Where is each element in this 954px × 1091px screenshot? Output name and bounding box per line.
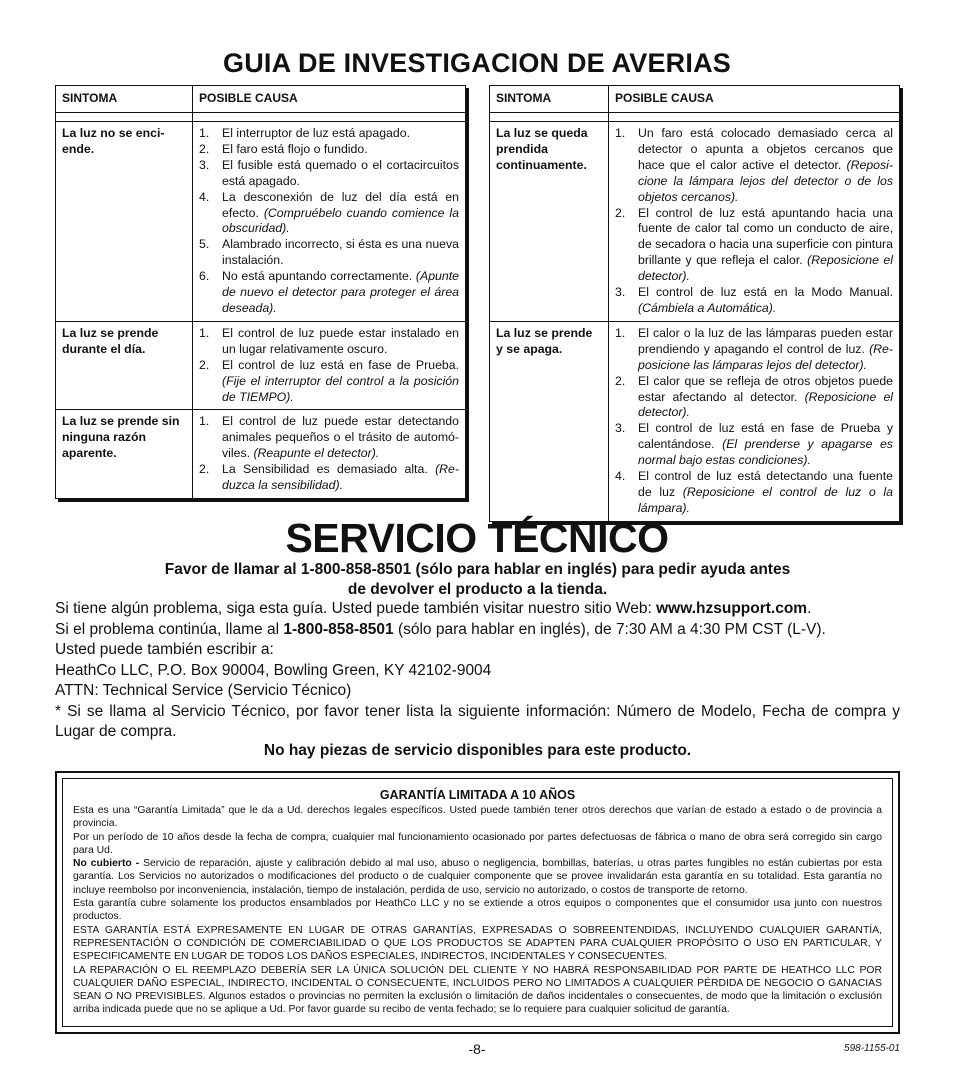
cause-item: 2. El control de luz está en fase de Prueba. (Fije el interruptor del control a la posición de TIEMPO).: [199, 357, 459, 404]
support-phone: 1-800-858-8501: [283, 620, 394, 638]
cause-item: 1. El calor o la luz de las lámparas pueden estar prendiendo y apagando el control de luz. (Re-posicione las lámparas lejos del detector).: [615, 325, 893, 372]
cause-remedy: (Reposi-cione la lámpara lejos del detector o de los objetos cercanos).: [638, 157, 893, 204]
service-phone-line: Si el problema continúa, llame al 1-800-858-8501 (sólo para hablar en inglés), de 7:30 AM a 4:30 PM CST (L-V).: [55, 620, 826, 638]
col-header-symptom: SINTOMA: [490, 86, 609, 113]
cause-item: 3. El fusible está quemado o el cortacircuitos está apagado.: [199, 157, 459, 188]
cause-item: 4. La desconexión de luz del día está en efecto. (Compruébelo cuando comience la obscuridad).: [199, 189, 459, 236]
warranty-paragraph: Por un período de 10 años desde la fecha de compra, cualquier mal funcionamiento ocasionado por partes defectuosas de fábrica o mano de obra será corregido sin cargo para Ud.: [73, 831, 882, 856]
causes-cell: [193, 321, 466, 410]
cause-remedy: (Re-posicione las lámparas lejos del detector).: [638, 341, 893, 372]
warranty-box: [55, 771, 900, 1034]
service-call-notice: Favor de llamar al 1-800-858-8501 (sólo para hablar en inglés) para pedir ayuda antes de devolver el producto a la tienda.: [164, 561, 791, 598]
symptom-row: [490, 122, 900, 322]
col-header-cause: POSIBLE CAUSA: [193, 86, 466, 113]
troubleshooting-table-left: [55, 85, 466, 499]
causes-cell: [609, 321, 900, 521]
col-header-cause: POSIBLE CAUSA: [609, 86, 900, 113]
service-title: SERVICIO TÉCNICO: [285, 515, 669, 561]
service-write-line: Usted puede también escribir a:: [55, 641, 274, 658]
cause-item: 5. Alambrado incorrecto, si ésta es una nueva instalación.: [199, 237, 459, 268]
cause-item: 2. La Sensibilidad es demasiado alta. (Re-duzca la sensibilidad).: [199, 462, 459, 493]
document-code: 598-1155-01: [844, 1043, 900, 1054]
cause-remedy: (Reposicione el control de luz o la lámpara).: [638, 484, 893, 515]
cause-item: 1. Un faro está colocado demasiado cerca al detector o apunta a objetos cercanos que hace que el calor active el detector. (Reposi-cione la lámpara lejos del detector o de los objetos cercanos).: [615, 126, 893, 204]
service-address: HeathCo LLC, P.O. Box 90004, Bowling Green, KY 42102-9004: [55, 661, 492, 679]
symptom-cell: La luz se prende durante el día.: [56, 321, 193, 410]
no-parts-notice: No hay piezas de servicio disponibles para este producto.: [263, 742, 692, 759]
cause-remedy: (Cámbiela a Automática).: [638, 300, 777, 315]
symptom-cell: La luz no se enci-ende.: [56, 122, 193, 322]
page-number: -8-: [468, 1041, 486, 1057]
cause-item: 3. El control de luz está en fase de Prueba y calentándose. (El prenderse y apagarse es normal bajo estas condiciones).: [615, 421, 894, 468]
causes-cell: [193, 410, 466, 499]
symptom-cell: La luz se prende sin ninguna razón aparente.: [56, 410, 193, 499]
symptom-cell: La luz se prende y se apaga.: [490, 321, 609, 521]
warranty-paragraph: Esta es una “Garantía Limitada” que le da a Ud. derechos legales específicos. Usted puede también tener otros derechos que varían de estado a estado o de provincia a provincia.: [73, 805, 882, 830]
warranty-title: GARANTÍA LIMITADA A 10 AÑOS: [379, 788, 576, 802]
cause-remedy: (Reposicione el detector).: [638, 389, 894, 420]
service-web-line: Si tiene algún problema, siga esta guía. Usted puede también visitar nuestro sitio Web: www.hzsupport.com.: [55, 600, 812, 617]
cause-item: 4. El control de luz está detectando una fuente de luz (Reposicione el control de luz o la lámpara).: [615, 469, 893, 515]
symptom-row: [56, 321, 466, 410]
col-header-symptom: SINTOMA: [56, 86, 193, 113]
service-instructions: [55, 599, 900, 743]
cause-remedy: (Re-duzca la sensibilidad).: [222, 462, 459, 493]
warranty-paragraph: LA REPARACIÓN O EL REEMPLAZO DEBERÍA SER LA ÚNICA SOLUCIÓN DEL CLIENTE Y NO HABRÁ RESPONSABILIDAD POR PARTE DE HEATHCO LLC POR CUALQUIER DAÑO ESPECIAL, INDIRECTO, INCIDENTAL O CONSECUENTE, INCLUIDOS PERO NO LIMITADOS A CUALQUIER PÉRDIDA DE NEGOCIO O GANACIAS SEAN O NO PREVISIBLES. Algunos estados o provincias no permiten la exclusión o limitación de daños incidentales o consecuentes, de modo que la limitación o exclusión arriba indicada puede que no se aplique a Ud. Por favor guarde su recibo de venta fechado; se lo requiere para cualquier solicitud de garantía.: [73, 964, 882, 1016]
warranty-paragraph: Esta garantía cubre solamente los productos ensamblados por HeathCo LLC y no se extiende a otros equipos o componentes que el consumidor usa junto con nuestros productos.: [73, 898, 882, 923]
cause-remedy: (Reapunte el detector).: [253, 446, 380, 461]
cause-remedy: (Apunte de nuevo el detector para proteger el área deseada).: [222, 269, 459, 315]
symptom-row: [490, 321, 900, 521]
support-website: www.hzsupport.com: [656, 600, 808, 617]
cause-item: 2. El faro está flojo o fundido.: [199, 141, 368, 156]
causes-cell: [193, 122, 466, 322]
troubleshooting-title: GUIA DE INVESTIGACION DE AVERIAS: [223, 48, 731, 78]
causes-cell: [609, 122, 900, 322]
cause-item: 3. El control de luz está en la Modo Manual. (Cámbiela a Automática).: [615, 285, 893, 315]
cause-item: 6. No está apuntando correctamente. (Apunte de nuevo el detector para proteger el área deseada).: [199, 269, 459, 315]
cause-item: 1. El control de luz puede estar detectando animales pequeños o el trásito de automó-viles. (Reapunte el detector).: [199, 414, 459, 461]
cause-remedy: (Compruébelo cuando comience la obscuridad).: [222, 205, 459, 236]
cause-item: 1. El interruptor de luz está apagado.: [199, 126, 410, 140]
cause-item: 2. El calor que se refleja de otros objetos puede estar afectando al detector. (Reposicione el detector).: [615, 373, 894, 420]
cause-remedy: (El prenderse y apagarse es normal bajo estas condiciones).: [638, 437, 894, 468]
cause-remedy: (Fije el interruptor del control a la posición de TIEMPO).: [222, 373, 459, 404]
service-info-note: * Si se llama al Servicio Técnico, por favor tener lista la siguiente información: Número de Modelo, Fecha de compra y Lugar de compra.: [55, 702, 900, 740]
not-covered-label: No cubierto -: [73, 858, 140, 870]
symptom-row: [56, 122, 466, 322]
symptom-row: [56, 410, 466, 499]
warranty-paragraph: No cubierto - Servicio de reparación, ajuste y calibración debido al mal uso, abuso o negligencia, bombillas, baterías, u otras partes fungibles no están cubiertas por esta garantía. Los Servicios no autorizados o modificaciones del producto o de cualquier componente que se provee invalidarán esta garantía en su totalidad. Esta garantía no incluye reembolso por inconveniencia, instalación, tiempo de instalación, perdida de uso, servicio no autorizado, o costos de transporte de retorno.: [73, 858, 882, 896]
troubleshooting-table-right: [489, 85, 900, 522]
service-attn: ATTN: Technical Service (Servicio Técnico): [55, 682, 352, 699]
cause-item: 2. El control de luz está apuntando hacia una fuente de calor tal como un conducto de aire, de secadora o hacia una superficie con pintura brillante y que refleja el calor. (Reposicione el detector).: [615, 205, 893, 284]
symptom-cell: La luz se queda prendida continuamente.: [490, 122, 609, 322]
cause-remedy: (Reposicione el detector).: [638, 253, 893, 284]
cause-item: 1. El control de luz puede estar instalado en un lugar relativamente oscuro.: [199, 325, 459, 356]
warranty-paragraph: ESTA GARANTÍA ESTÁ EXPRESAMENTE EN LUGAR DE OTRAS GARANTÍAS, EXPRESADAS O SOBREENTENDIDAS, INCLUYENDO CUALQUIER GARANTÍA, REPRESENTACIÓN O CONDICIÓN DE COMERCIABILIDAD O QUE LOS PRODUCTOS SE ADAPTEN PARA CUALQUIER PROPÓSITO O USO EN PARTICULAR, Y ESPECIFICAMENTE EN LUGAR DE TODOS LOS DAÑOS ESPECIALES, INDIRECTOS, INCIDENTALES Y CONSECUENTES.: [73, 924, 882, 963]
